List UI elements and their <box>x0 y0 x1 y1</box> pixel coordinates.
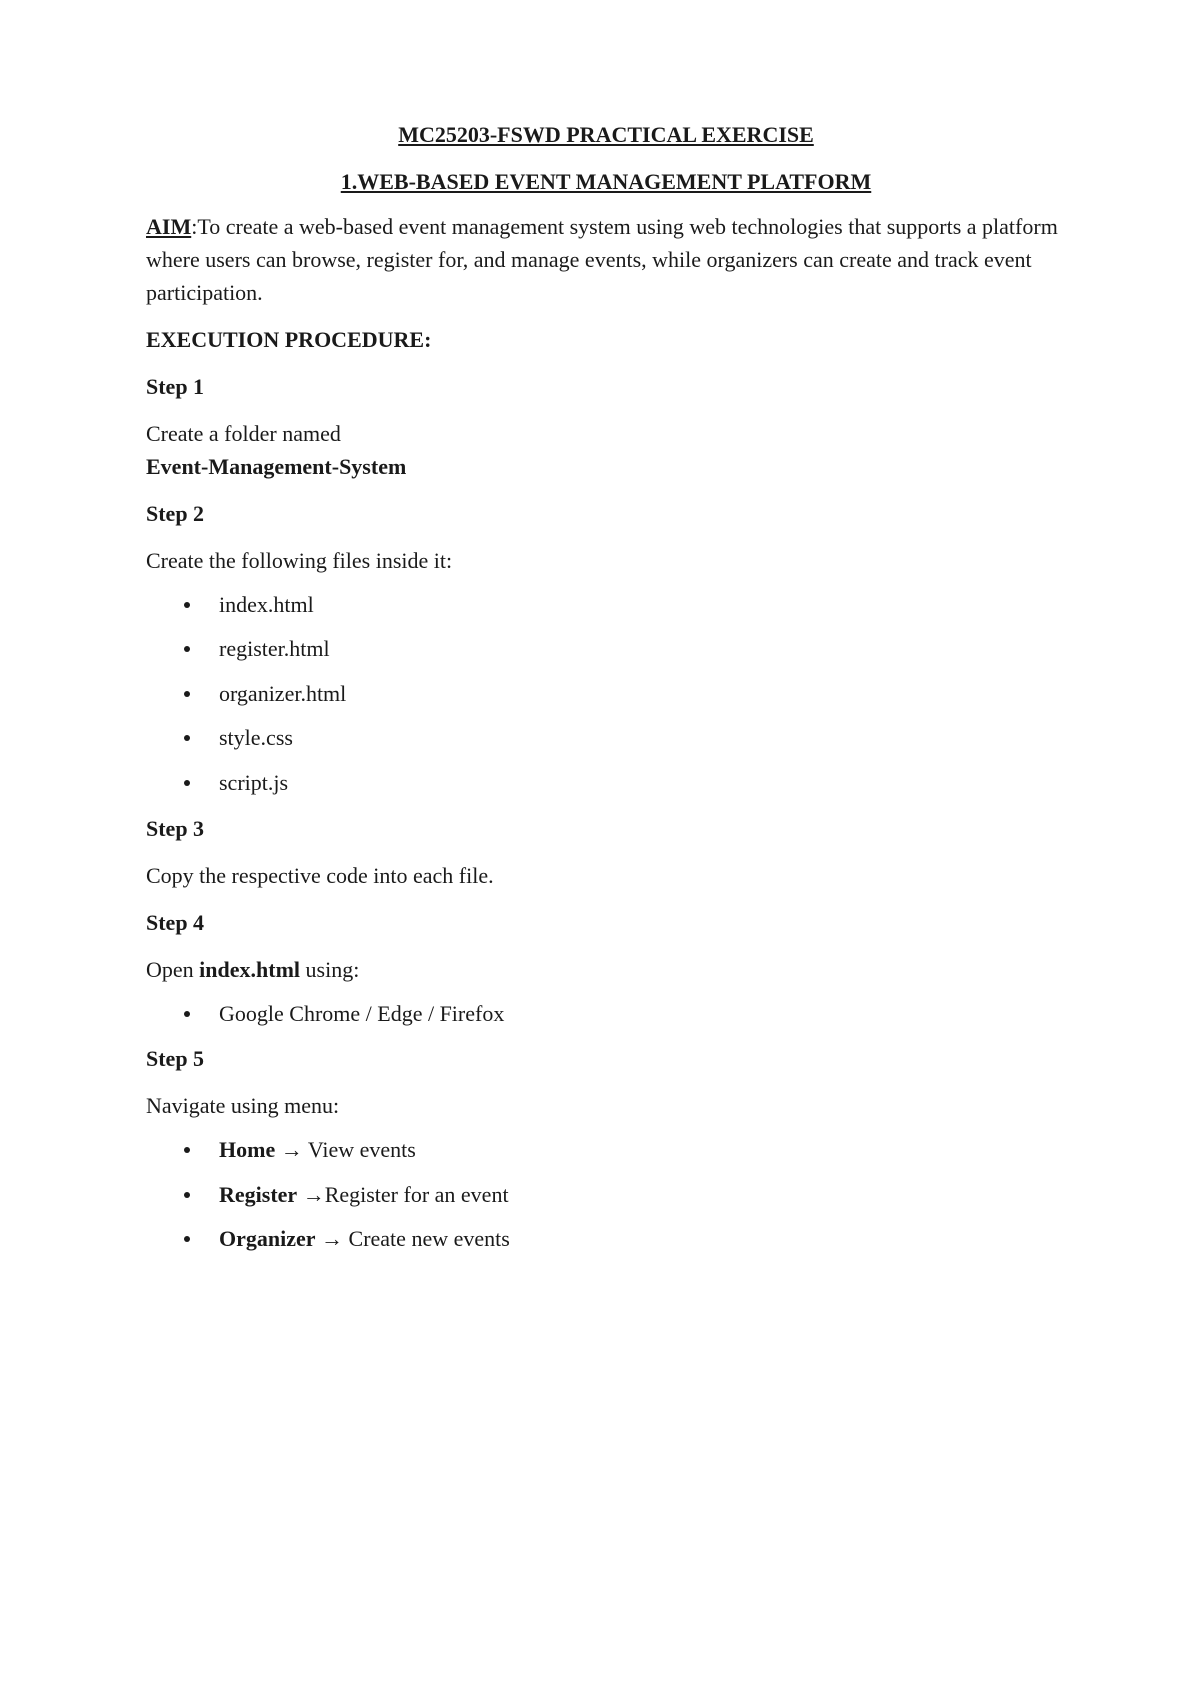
menu-desc: Create new events <box>348 1226 510 1252</box>
file-list <box>146 591 1066 798</box>
bullet-icon <box>184 1147 190 1153</box>
menu-label: Organizer <box>219 1226 316 1252</box>
file-name: script.js <box>219 769 289 795</box>
menu-list <box>146 1136 1066 1254</box>
aim-label: AIM <box>146 213 192 239</box>
browser-list <box>146 1000 1066 1029</box>
arrow-icon: → <box>297 1181 325 1207</box>
step-4-heading: Step 4 <box>146 909 205 935</box>
step-3-heading: Step 3 <box>146 815 205 841</box>
list-item <box>146 1181 1066 1210</box>
menu-desc: View events <box>307 1137 416 1163</box>
arrow-icon: → <box>275 1137 308 1163</box>
file-name: index.html <box>219 591 314 617</box>
bullet-icon <box>184 1236 190 1242</box>
step-5-text: Navigate using menu: <box>146 1093 340 1119</box>
step-4-text-before: Open <box>146 956 200 982</box>
step-2-text: Create the following files inside it: <box>146 547 453 573</box>
procedure-heading: EXECUTION PROCEDURE: <box>146 326 432 352</box>
file-name: style.css <box>219 725 293 751</box>
step-1-text: Create a folder named <box>146 420 341 446</box>
list-item <box>146 591 1066 620</box>
bullet-icon <box>184 646 190 652</box>
list-item <box>146 1000 1066 1029</box>
document-title: MC25203-FSWD PRACTICAL EXERCISE <box>398 122 814 147</box>
bullet-icon <box>184 780 190 786</box>
browser-names: Google Chrome / Edge / Firefox <box>219 1000 505 1026</box>
list-item <box>146 769 1066 798</box>
bullet-icon <box>184 1011 190 1017</box>
step-4-text <box>146 953 1066 986</box>
list-item <box>146 724 1066 753</box>
list-item <box>146 1136 1066 1165</box>
file-name: register.html <box>219 636 330 662</box>
aim-text: :To create a web-based event management system using web technologies that supports a platform where users can browse, register for, and manage events, while organizers can create and track event participation. <box>146 213 1058 305</box>
step-1-heading: Step 1 <box>146 373 205 399</box>
step-5-heading: Step 5 <box>146 1046 205 1072</box>
menu-desc: Register for an event <box>324 1181 509 1207</box>
menu-label: Register <box>219 1181 298 1207</box>
file-name: organizer.html <box>219 680 347 706</box>
aim-paragraph <box>146 210 1066 309</box>
document-page <box>146 120 1066 1268</box>
step-1-folder-name: Event-Management-System <box>146 453 407 479</box>
step-4-text-after: using: <box>300 956 360 982</box>
bullet-icon <box>184 602 190 608</box>
menu-label: Home <box>219 1137 276 1163</box>
step-2-heading: Step 2 <box>146 500 205 526</box>
arrow-icon: → <box>315 1226 349 1252</box>
list-item <box>146 680 1066 709</box>
list-item <box>146 1225 1066 1254</box>
list-item <box>146 635 1066 664</box>
step-4-file: index.html <box>199 956 301 982</box>
document-subtitle: 1.WEB-BASED EVENT MANAGEMENT PLATFORM <box>340 168 872 194</box>
bullet-icon <box>184 1192 190 1198</box>
bullet-icon <box>184 691 190 697</box>
bullet-icon <box>184 735 190 741</box>
step-3-text: Copy the respective code into each file. <box>146 862 494 888</box>
